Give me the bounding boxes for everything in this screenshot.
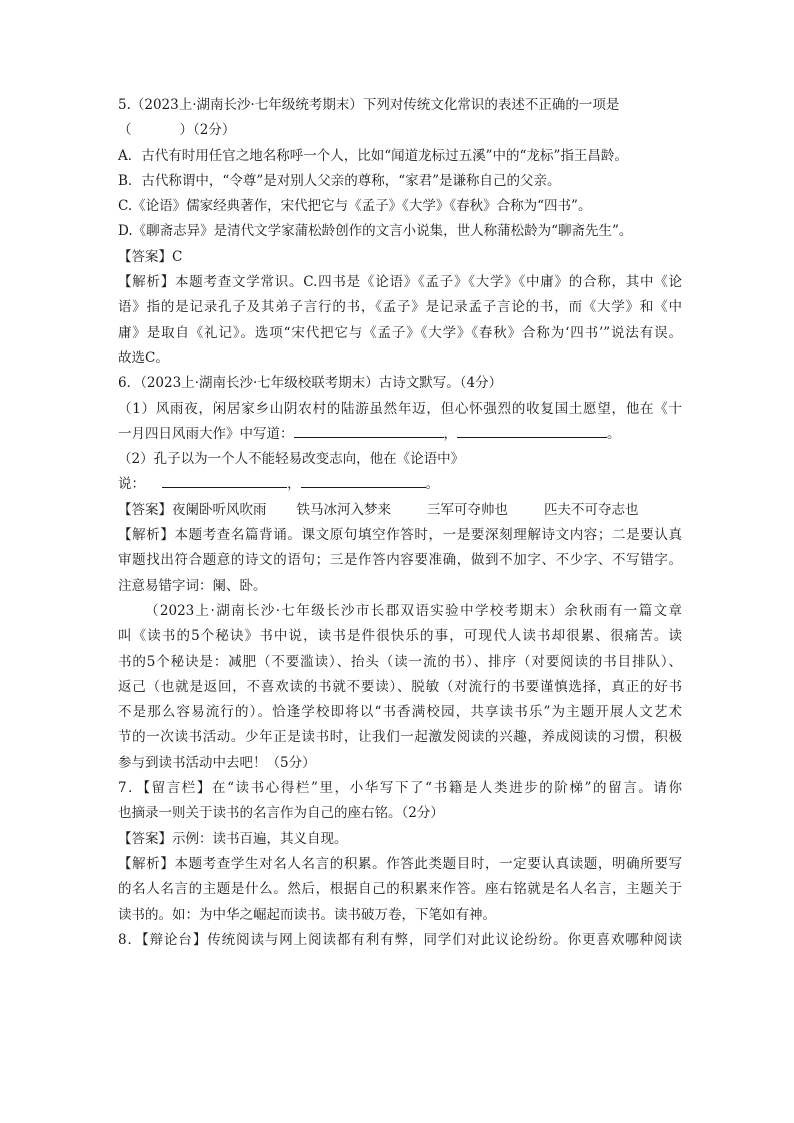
q5-analysis-line: 庸》是取自《礼记》。选项“宋代把它与《孟子》《大学》《春秋》合称为‘四书’”说法有误。 <box>118 324 682 341</box>
q6-blank-2 <box>457 423 607 438</box>
q6-analysis-line: 【解析】本题考查名篇背诵。课文原句填空作答时，一是要深刻理解诗文内容；二是要认真 <box>118 527 682 544</box>
q5-option-d: D.《聊斋志异》是清代文学家蒲松龄创作的文言小说集，世人称蒲松龄为“聊斋先生”。 <box>118 223 633 240</box>
q5-analysis-line: 【解析】本题考查文学常识。C.四书是《论语》《孟子》《大学》《中庸》的合称，其中《论 <box>118 274 682 291</box>
q5-paren-close: ）（2分） <box>179 122 236 139</box>
q6-answer <box>118 498 682 523</box>
passage-line: 叫《读书的5个秘诀》书中说，读书是件很快乐的事，可现代人读书却很累、很痛苦。读 <box>118 628 682 645</box>
passage-line: 参与到读书活动中去吧！（5分） <box>118 754 316 771</box>
q8-stem: 8．【辩论台】传统阅读与网上阅读都有利有弊，同学们对此议论纷纷。你更喜欢哪种阅读 <box>118 931 682 948</box>
q5-answer-paren <box>118 118 682 143</box>
q5-option-c: C.《论语》儒家经典著作，宋代把它与《孟子》《大学》《春秋》合称为“四书”。 <box>118 198 592 215</box>
q6-analysis-line: 审题找出符合题意的诗文的语句；三是作答内容要准确，做到不加字、不少字、不写错字。 <box>118 552 682 569</box>
q6-sub2-prompt: 说： <box>118 476 145 493</box>
passage-line: 书的5个秘诀是：减肥（不要滥读）、抬头（读一流的书）、排序（对要阅读的书目排队）、 <box>118 653 682 670</box>
q6-blank-3 <box>162 473 287 488</box>
q6-period: 。 <box>607 425 621 442</box>
q6-sub2-text: （2）孔子以为一个人不能轻易改变志向，他在《论语中》 <box>118 451 465 468</box>
q5-analysis-line: 语》指的是记录孔子及其弟子言行的书，《孟子》是记录孟子言论的书，而《大学》和《中 <box>118 299 682 316</box>
q5-paren-open: （ <box>118 122 132 139</box>
q6-answer-item: 三军可夺帅也 <box>427 501 508 518</box>
q5-option-a: A．古代有时用任官之地名称呼一个人，比如“闻道龙标过五溪”中的“龙标”指王昌龄。 <box>118 147 628 164</box>
q6-answer-label: 【答案】 <box>118 501 172 518</box>
q7-analysis-line: 的名人名言的主题是什么。然后，根据自己的积累来作答。座右铭就是名人名言，主题关于 <box>118 881 682 898</box>
q7-stem: 也摘录一则关于读书的名言作为自己的座右铭。（2分） <box>118 805 444 822</box>
q7-stem: 7．【留言栏】在“读书心得栏”里，小华写下了“书籍是人类进步的阶梯”的留言。请你 <box>118 780 682 797</box>
q6-sub1-text: （1）风雨夜，闲居家乡山阴农村的陆游虽然年迈，但心怀强烈的收复国土愿望，他在《十 <box>118 400 682 417</box>
q6-blank-4 <box>301 473 426 488</box>
q7-answer: 【答案】示例：读书百遍，其义自现。 <box>118 830 348 847</box>
passage-line: 返己（也就是返回，不喜欢读的书就不要读）、脱敏（对流行的书要谨慎选择，真正的好书 <box>118 678 682 695</box>
q7-analysis-line: 【解析】本题考查学生对名人名言的积累。作答此类题目时，一定要认真读题，明确所要写 <box>118 855 682 872</box>
q6-answer-item: 夜阑卧听风吹雨 <box>172 501 267 518</box>
passage-line: 不是那么容易流行的）。恰逢学校即将以“书香满校园，共享读书乐”为主题开展人文艺术 <box>118 704 682 721</box>
q5-analysis-line: 故选C。 <box>118 349 169 366</box>
passage-line: （2023上·湖南长沙·七年级长沙市长郡双语实验中学校考期末）余秋雨有一篇文章 <box>145 602 682 619</box>
passage-line: 节的一次读书活动。少年正是读书时，让我们一起激发阅读的兴趣，养成阅读的习惯，积极 <box>118 729 682 746</box>
q5-answer: 【答案】C <box>118 248 183 265</box>
q6-comma: ， <box>287 476 301 493</box>
q7-analysis-line: 读书的。如：为中华之崛起而读书。读书破万卷，下笔如有神。 <box>118 906 496 923</box>
q6-blank-1 <box>294 423 444 438</box>
q6-sub2-blanks <box>118 472 682 497</box>
q5-stem: 5.（2023上·湖南长沙·七年级统考期末）下列对传统文化常识的表述不正确的一项是 <box>118 97 620 113</box>
q6-comma: ， <box>443 425 457 442</box>
q6-sub1-prompt: 一月四日风雨大作》中写道： <box>118 425 294 442</box>
q6-analysis-line: 注意易错字词：阑、卧。 <box>118 577 267 594</box>
q6-sub1-blanks <box>118 422 682 447</box>
q6-period: 。 <box>425 476 440 493</box>
q6-answer-item: 铁马冰河入梦来 <box>296 501 391 518</box>
q5-option-b: B．古代称谓中，“令尊”是对别人父亲的尊称，“家君”是谦称自己的父亲。 <box>118 172 561 189</box>
q6-answer-item: 匹夫不可夺志也 <box>544 501 639 518</box>
q6-stem: 6．（2023上·湖南长沙·七年级校联考期末）古诗文默写。（4分） <box>118 375 503 392</box>
